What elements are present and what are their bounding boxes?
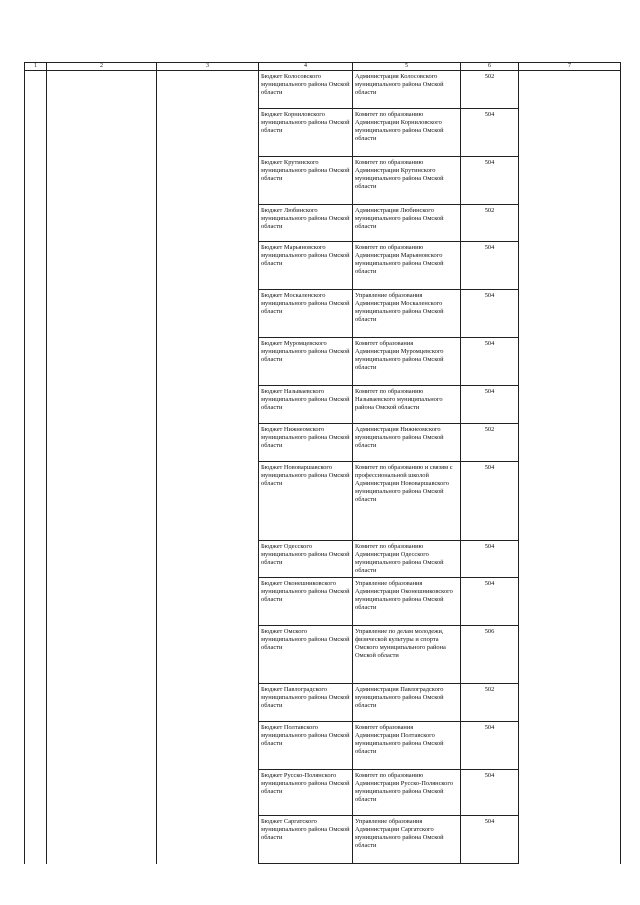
- budget-name-cell-text: Бюджет Марьяновского муниципального района Омской области: [261, 244, 350, 267]
- cell-col-2: [47, 578, 157, 626]
- cell-col-7: [519, 684, 621, 722]
- cell-col-3: [157, 386, 259, 424]
- administrator-cell: [353, 71, 461, 109]
- cell-col-3: [157, 462, 259, 541]
- table-row: [25, 462, 621, 541]
- cell-col-3: [157, 816, 259, 864]
- table-row: [25, 157, 621, 205]
- cell-col-7: [519, 424, 621, 462]
- cell-col-7: [519, 338, 621, 386]
- cell-col-3: [157, 770, 259, 816]
- budget-name-cell: [259, 157, 353, 205]
- budget-name-cell: [259, 109, 353, 157]
- cell-col-3: [157, 541, 259, 578]
- administrator-cell: [353, 462, 461, 541]
- cell-col-1: [25, 205, 47, 242]
- administrator-cell: [353, 205, 461, 242]
- code-cell-text: 504: [484, 292, 495, 299]
- cell-col-1: [25, 626, 47, 684]
- cell-col-1: [25, 290, 47, 338]
- table-row: [25, 386, 621, 424]
- budget-name-cell: [259, 71, 353, 109]
- column-number-5: 5: [353, 63, 461, 71]
- administrator-cell: [353, 770, 461, 816]
- administrator-cell-text: Администрация Нижнеомского муниципального района Омской области: [355, 426, 444, 449]
- cell-col-2: [47, 541, 157, 578]
- cell-col-1: [25, 386, 47, 424]
- budget-name-cell: [259, 242, 353, 290]
- cell-col-2: [47, 462, 157, 541]
- budget-name-cell-text: Бюджет Полтавского муниципального района Омской области: [261, 724, 350, 747]
- cell-col-1: [25, 541, 47, 578]
- table-row: [25, 109, 621, 157]
- budget-name-cell: [259, 205, 353, 242]
- cell-col-3: [157, 578, 259, 626]
- code-cell: [461, 462, 519, 541]
- cell-col-1: [25, 424, 47, 462]
- cell-col-1: [25, 338, 47, 386]
- administrator-cell: [353, 626, 461, 684]
- administrator-cell: [353, 338, 461, 386]
- cell-col-7: [519, 290, 621, 338]
- cell-col-3: [157, 722, 259, 770]
- cell-col-1: [25, 71, 47, 109]
- cell-col-3: [157, 626, 259, 684]
- budget-name-cell: [259, 462, 353, 541]
- code-cell-text: 504: [484, 244, 495, 251]
- column-number-2: 2: [47, 63, 157, 71]
- administrator-cell-text: Комитет по образованию Администрации Одесского муниципального района Омской области: [355, 543, 444, 574]
- code-cell-text: 502: [484, 207, 495, 214]
- table-row: [25, 338, 621, 386]
- administrator-cell: [353, 290, 461, 338]
- code-cell-text: 504: [484, 724, 495, 731]
- code-cell: [461, 71, 519, 109]
- budget-name-cell: [259, 816, 353, 864]
- code-cell-text: 504: [484, 818, 495, 825]
- column-number-7: 7: [519, 63, 621, 71]
- budget-name-cell-text: Бюджет Москаленского муниципального района Омской области: [261, 292, 350, 315]
- budget-name-cell-text: Бюджет Крутинского муниципального района Омской области: [261, 159, 350, 182]
- cell-col-3: [157, 424, 259, 462]
- column-number-6: 6: [461, 63, 519, 71]
- code-cell: [461, 578, 519, 626]
- code-cell-text: 502: [484, 73, 495, 80]
- code-cell-text: 504: [484, 159, 495, 166]
- cell-col-2: [47, 338, 157, 386]
- administrator-cell-text: Комитет образования Администрации Муромцевского муниципального района Омской области: [355, 340, 444, 371]
- cell-col-2: [47, 386, 157, 424]
- budget-name-cell-text: Бюджет Корниловского муниципального района Омской области: [261, 111, 350, 134]
- cell-col-1: [25, 242, 47, 290]
- code-cell-text: 504: [484, 388, 495, 395]
- cell-col-1: [25, 722, 47, 770]
- budget-name-cell: [259, 684, 353, 722]
- budget-name-cell-text: Бюджет Колосовского муниципального района Омской области: [261, 73, 350, 96]
- table-row: [25, 722, 621, 770]
- cell-col-1: [25, 462, 47, 541]
- administrator-cell: [353, 386, 461, 424]
- cell-col-7: [519, 541, 621, 578]
- table-body: [25, 71, 621, 864]
- budget-table: [24, 62, 621, 864]
- administrator-cell-text: Комитет образования Администрации Полтавского муниципального района Омской области: [355, 724, 444, 755]
- budget-name-cell: [259, 541, 353, 578]
- table-row: [25, 770, 621, 816]
- cell-col-7: [519, 770, 621, 816]
- budget-name-cell: [259, 770, 353, 816]
- cell-col-2: [47, 109, 157, 157]
- code-cell: [461, 338, 519, 386]
- administrator-cell: [353, 109, 461, 157]
- cell-col-2: [47, 290, 157, 338]
- table-row: [25, 684, 621, 722]
- cell-col-3: [157, 290, 259, 338]
- budget-name-cell-text: Бюджет Называевского муниципального района Омской области: [261, 388, 350, 411]
- code-cell: [461, 242, 519, 290]
- administrator-cell: [353, 541, 461, 578]
- code-cell: [461, 424, 519, 462]
- cell-col-7: [519, 722, 621, 770]
- cell-col-2: [47, 626, 157, 684]
- cell-col-2: [47, 722, 157, 770]
- code-cell: [461, 626, 519, 684]
- administrator-cell-text: Администрация Любинского муниципального района Омской области: [355, 207, 444, 230]
- cell-col-3: [157, 242, 259, 290]
- code-cell-text: 504: [484, 543, 495, 550]
- administrator-cell: [353, 816, 461, 864]
- budget-name-cell-text: Бюджет Любинского муниципального района Омской области: [261, 207, 350, 230]
- budget-name-cell-text: Бюджет Оконешниковского муниципального района Омской области: [261, 580, 350, 603]
- code-cell-text: 506: [484, 628, 495, 635]
- cell-col-7: [519, 71, 621, 109]
- administrator-cell: [353, 684, 461, 722]
- administrator-cell-text: Комитет по образованию Администрации Крутинского муниципального района Омской области: [355, 159, 444, 190]
- cell-col-1: [25, 157, 47, 205]
- cell-col-7: [519, 109, 621, 157]
- cell-col-3: [157, 684, 259, 722]
- table-row: [25, 71, 621, 109]
- budget-name-cell: [259, 626, 353, 684]
- table-row: [25, 541, 621, 578]
- administrator-cell-text: Администрация Колосовского муниципального района Омской области: [355, 73, 444, 96]
- budget-name-cell-text: Бюджет Одесского муниципального района Омской области: [261, 543, 350, 566]
- code-cell: [461, 386, 519, 424]
- cell-col-2: [47, 424, 157, 462]
- budget-name-cell: [259, 338, 353, 386]
- administrator-cell-text: Комитет по образованию Называевского муниципального района Омской области: [355, 388, 443, 411]
- code-cell: [461, 157, 519, 205]
- administrator-cell-text: Комитет по образованию и связям с профессиональной школой Администрации Нововаршавского муниципального района Омской области: [355, 464, 453, 503]
- cell-col-2: [47, 816, 157, 864]
- code-cell: [461, 684, 519, 722]
- budget-name-cell: [259, 578, 353, 626]
- code-cell-text: 504: [484, 464, 495, 471]
- budget-name-cell-text: Бюджет Нижнеомского муниципального района Омской области: [261, 426, 350, 449]
- administrator-cell: [353, 242, 461, 290]
- cell-col-7: [519, 578, 621, 626]
- table-row: [25, 578, 621, 626]
- cell-col-7: [519, 816, 621, 864]
- administrator-cell-text: Комитет по образованию Администрации Корниловского муниципального района Омской области: [355, 111, 444, 142]
- table-row: [25, 242, 621, 290]
- cell-col-7: [519, 205, 621, 242]
- cell-col-1: [25, 684, 47, 722]
- budget-name-cell-text: Бюджет Павлоградского муниципального района Омской области: [261, 686, 350, 709]
- code-cell: [461, 770, 519, 816]
- administrator-cell-text: Управление образования Администрации Оконешниковского муниципального района Омской области: [355, 580, 453, 611]
- code-cell-text: 502: [484, 426, 495, 433]
- code-cell-text: 504: [484, 772, 495, 779]
- code-cell: [461, 205, 519, 242]
- code-cell: [461, 722, 519, 770]
- budget-name-cell-text: Бюджет Муромцевского муниципального района Омской области: [261, 340, 350, 363]
- budget-name-cell-text: Бюджет Нововаршавского муниципального района Омской области: [261, 464, 350, 487]
- code-cell-text: 504: [484, 111, 495, 118]
- code-cell-text: 504: [484, 340, 495, 347]
- cell-col-2: [47, 684, 157, 722]
- cell-col-2: [47, 205, 157, 242]
- cell-col-3: [157, 109, 259, 157]
- budget-name-cell-text: Бюджет Саргатского муниципального района Омской области: [261, 818, 350, 841]
- administrator-cell: [353, 578, 461, 626]
- cell-col-3: [157, 205, 259, 242]
- cell-col-2: [47, 157, 157, 205]
- administrator-cell-text: Администрация Павлоградского муниципального района Омской области: [355, 686, 444, 709]
- budget-name-cell: [259, 386, 353, 424]
- table-row: [25, 816, 621, 864]
- table-row: [25, 424, 621, 462]
- cell-col-2: [47, 770, 157, 816]
- cell-col-1: [25, 578, 47, 626]
- cell-col-3: [157, 338, 259, 386]
- code-cell-text: 502: [484, 686, 495, 693]
- column-number-3: 3: [157, 63, 259, 71]
- column-number-row: [25, 63, 621, 71]
- budget-name-cell: [259, 424, 353, 462]
- cell-col-7: [519, 242, 621, 290]
- cell-col-2: [47, 242, 157, 290]
- table-row: [25, 205, 621, 242]
- budget-name-cell: [259, 722, 353, 770]
- administrator-cell-text: Комитет по образованию Администрации Марьяновского муниципального района Омской области: [355, 244, 444, 275]
- cell-col-7: [519, 157, 621, 205]
- budget-name-cell-text: Бюджет Омского муниципального района Омской области: [261, 628, 350, 651]
- cell-col-2: [47, 71, 157, 109]
- administrator-cell: [353, 157, 461, 205]
- code-cell-text: 504: [484, 580, 495, 587]
- column-number-4: 4: [259, 63, 353, 71]
- code-cell: [461, 816, 519, 864]
- administrator-cell-text: Управление по делам молодежи, физической культуры и спорта Омского муниципального района Омской области: [355, 628, 446, 659]
- code-cell: [461, 109, 519, 157]
- budget-name-cell: [259, 290, 353, 338]
- administrator-cell-text: Комитет по образованию Администрации Русско-Полянского муниципального района Омской области: [355, 772, 454, 803]
- code-cell: [461, 541, 519, 578]
- cell-col-3: [157, 71, 259, 109]
- administrator-cell: [353, 722, 461, 770]
- cell-col-7: [519, 626, 621, 684]
- cell-col-7: [519, 386, 621, 424]
- administrator-cell-text: Управление образования Администрации Саргатского муниципального района Омской области: [355, 818, 444, 849]
- code-cell: [461, 290, 519, 338]
- administrator-cell-text: Управление образования Администрации Москаленского муниципального района Омской области: [355, 292, 444, 323]
- cell-col-1: [25, 770, 47, 816]
- table-row: [25, 290, 621, 338]
- table-row: [25, 626, 621, 684]
- cell-col-1: [25, 109, 47, 157]
- cell-col-3: [157, 157, 259, 205]
- cell-col-1: [25, 816, 47, 864]
- administrator-cell: [353, 424, 461, 462]
- cell-col-7: [519, 462, 621, 541]
- budget-name-cell-text: Бюджет Русско-Полянского муниципального района Омской области: [261, 772, 350, 795]
- column-number-1: 1: [25, 63, 47, 71]
